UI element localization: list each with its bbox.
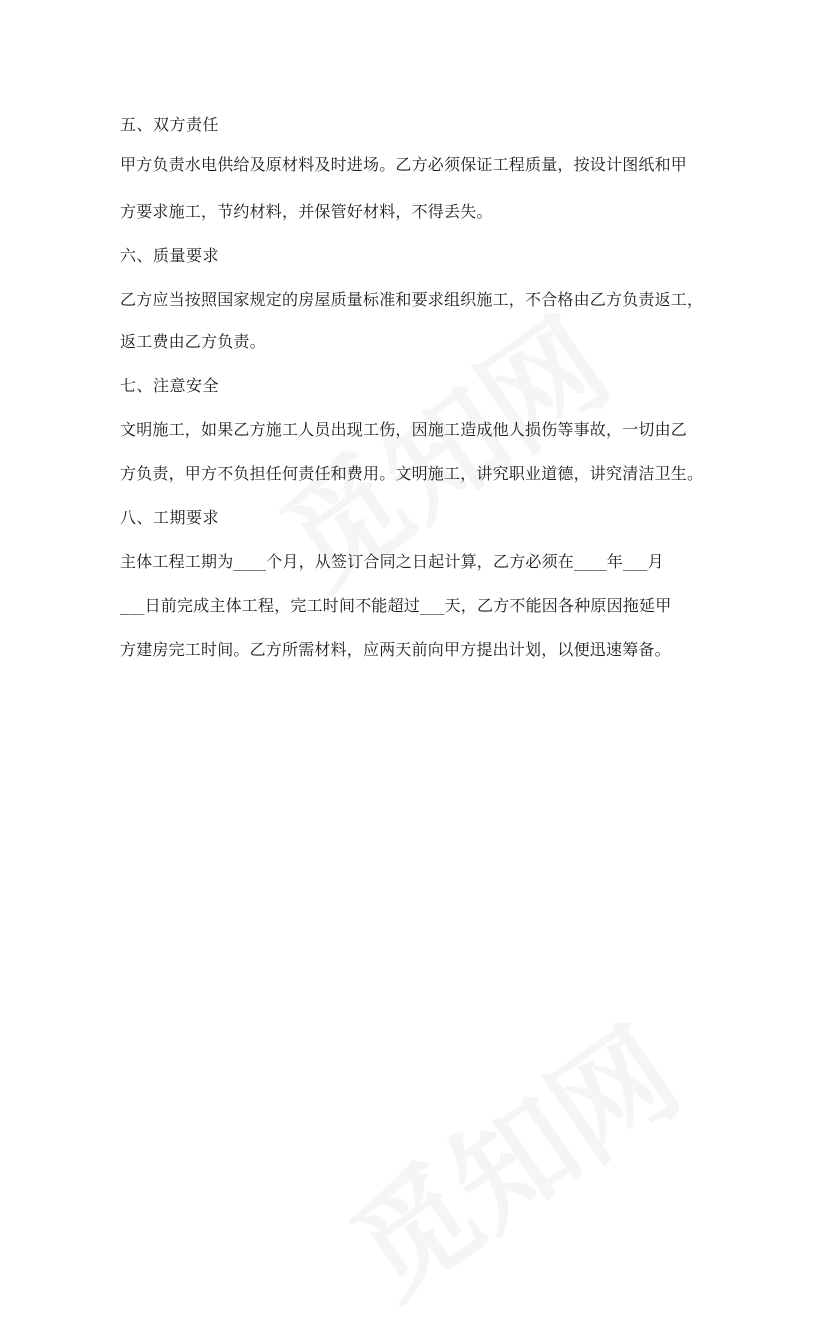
paragraph-line: 返工费由乙方负责。: [120, 332, 266, 351]
paragraph-line: 主体工程工期为____个月，从签订合同之日起计算，乙方必须在____年___月: [120, 552, 664, 571]
paragraph-line: 乙方应当按照国家规定的房屋质量标准和要求组织施工，不合格由乙方负责返工，: [120, 290, 704, 309]
paragraph-line: 甲方负责水电供给及原材料及时进场。乙方必须保证工程质量，按设计图纸和甲: [120, 155, 688, 174]
section-heading: 五、双方责任: [120, 115, 220, 134]
section-heading: 八、工期要求: [120, 508, 220, 527]
section-heading: 七、注意安全: [120, 376, 220, 395]
watermark: [313, 982, 707, 1329]
paragraph-line: 文明施工，如果乙方施工人员出现工伤，因施工造成他人损伤等事故，一切由乙: [120, 420, 688, 439]
paragraph-line: ___日前完成主体工程，完工时间不能超过___天，乙方不能因各种原因拖延甲: [120, 596, 672, 615]
paragraph-line: 方建房完工时间。乙方所需材料，应两天前向甲方提出计划，以便迅速筹备。: [120, 640, 671, 659]
paragraph-line: 方负责，甲方不负担任何责任和费用。文明施工，讲究职业道德，讲究清洁卫生。: [120, 464, 704, 483]
section-heading: 六、质量要求: [120, 246, 220, 265]
paragraph-line: 方要求施工，节约材料，并保管好材料，不得丢失。: [120, 202, 493, 221]
